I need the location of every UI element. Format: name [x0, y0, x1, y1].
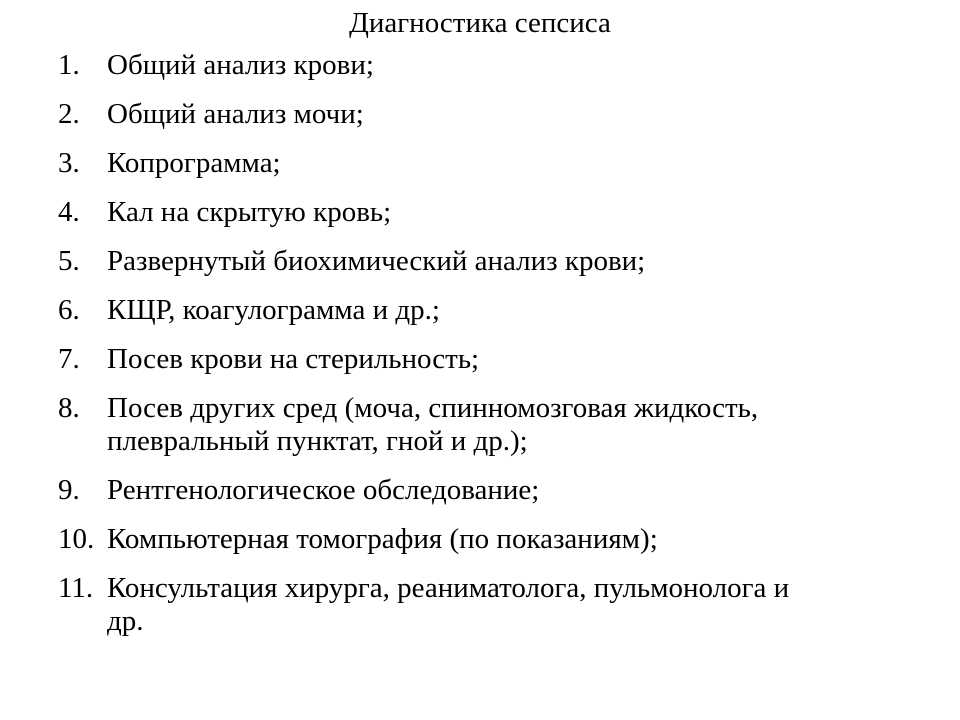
- list-item-number: 8.: [58, 392, 80, 424]
- list-item-text: Кал на скрытую кровь;: [107, 196, 392, 228]
- list-item: [58, 387, 918, 469]
- list-item-number: 5.: [58, 245, 80, 277]
- list-item-number: 3.: [58, 147, 80, 179]
- list-item-number: 9.: [58, 474, 80, 506]
- list-item: [58, 240, 918, 289]
- list-item-number: 4.: [58, 196, 80, 228]
- list-item-text: Компьютерная томография (по показаниям);: [107, 523, 658, 555]
- list-item: [58, 44, 918, 93]
- list-item-text: Посев крови на стерильность;: [107, 343, 480, 375]
- list-item-text: Рентгенологическое обследование;: [107, 474, 540, 506]
- list-item-number: 7.: [58, 343, 80, 375]
- list-item: [58, 518, 918, 567]
- list-item: [58, 289, 918, 338]
- list-item-text: Копрограмма;: [107, 147, 281, 179]
- list-item-text: КЩР, коагулограмма и др.;: [107, 294, 440, 326]
- diagnostics-list: [58, 44, 918, 649]
- list-item-number: 1.: [58, 49, 80, 81]
- list-item-number: 6.: [58, 294, 80, 326]
- list-item: [58, 142, 918, 191]
- list-item: [58, 191, 918, 240]
- list-item-number: 10.: [58, 523, 95, 555]
- slide-title: Диагностика сепсиса: [349, 7, 611, 39]
- list-item: [58, 469, 918, 518]
- list-item: [58, 338, 918, 387]
- list-item-text: Посев других сред (моча, спинномозговая жидкость, плевральный пунктат, гной и др.);: [107, 392, 759, 457]
- list-item: [58, 567, 918, 649]
- list-item: [58, 93, 918, 142]
- list-item-number: 11.: [58, 572, 94, 604]
- list-item-text: Общий анализ крови;: [107, 49, 374, 81]
- list-item-number: 2.: [58, 98, 80, 130]
- list-item-text: Общий анализ мочи;: [107, 98, 364, 130]
- list-item-text: Консультация хирурга, реаниматолога, пульмонолога и др.: [107, 572, 790, 637]
- list-item-text: Развернутый биохимический анализ крови;: [107, 245, 646, 277]
